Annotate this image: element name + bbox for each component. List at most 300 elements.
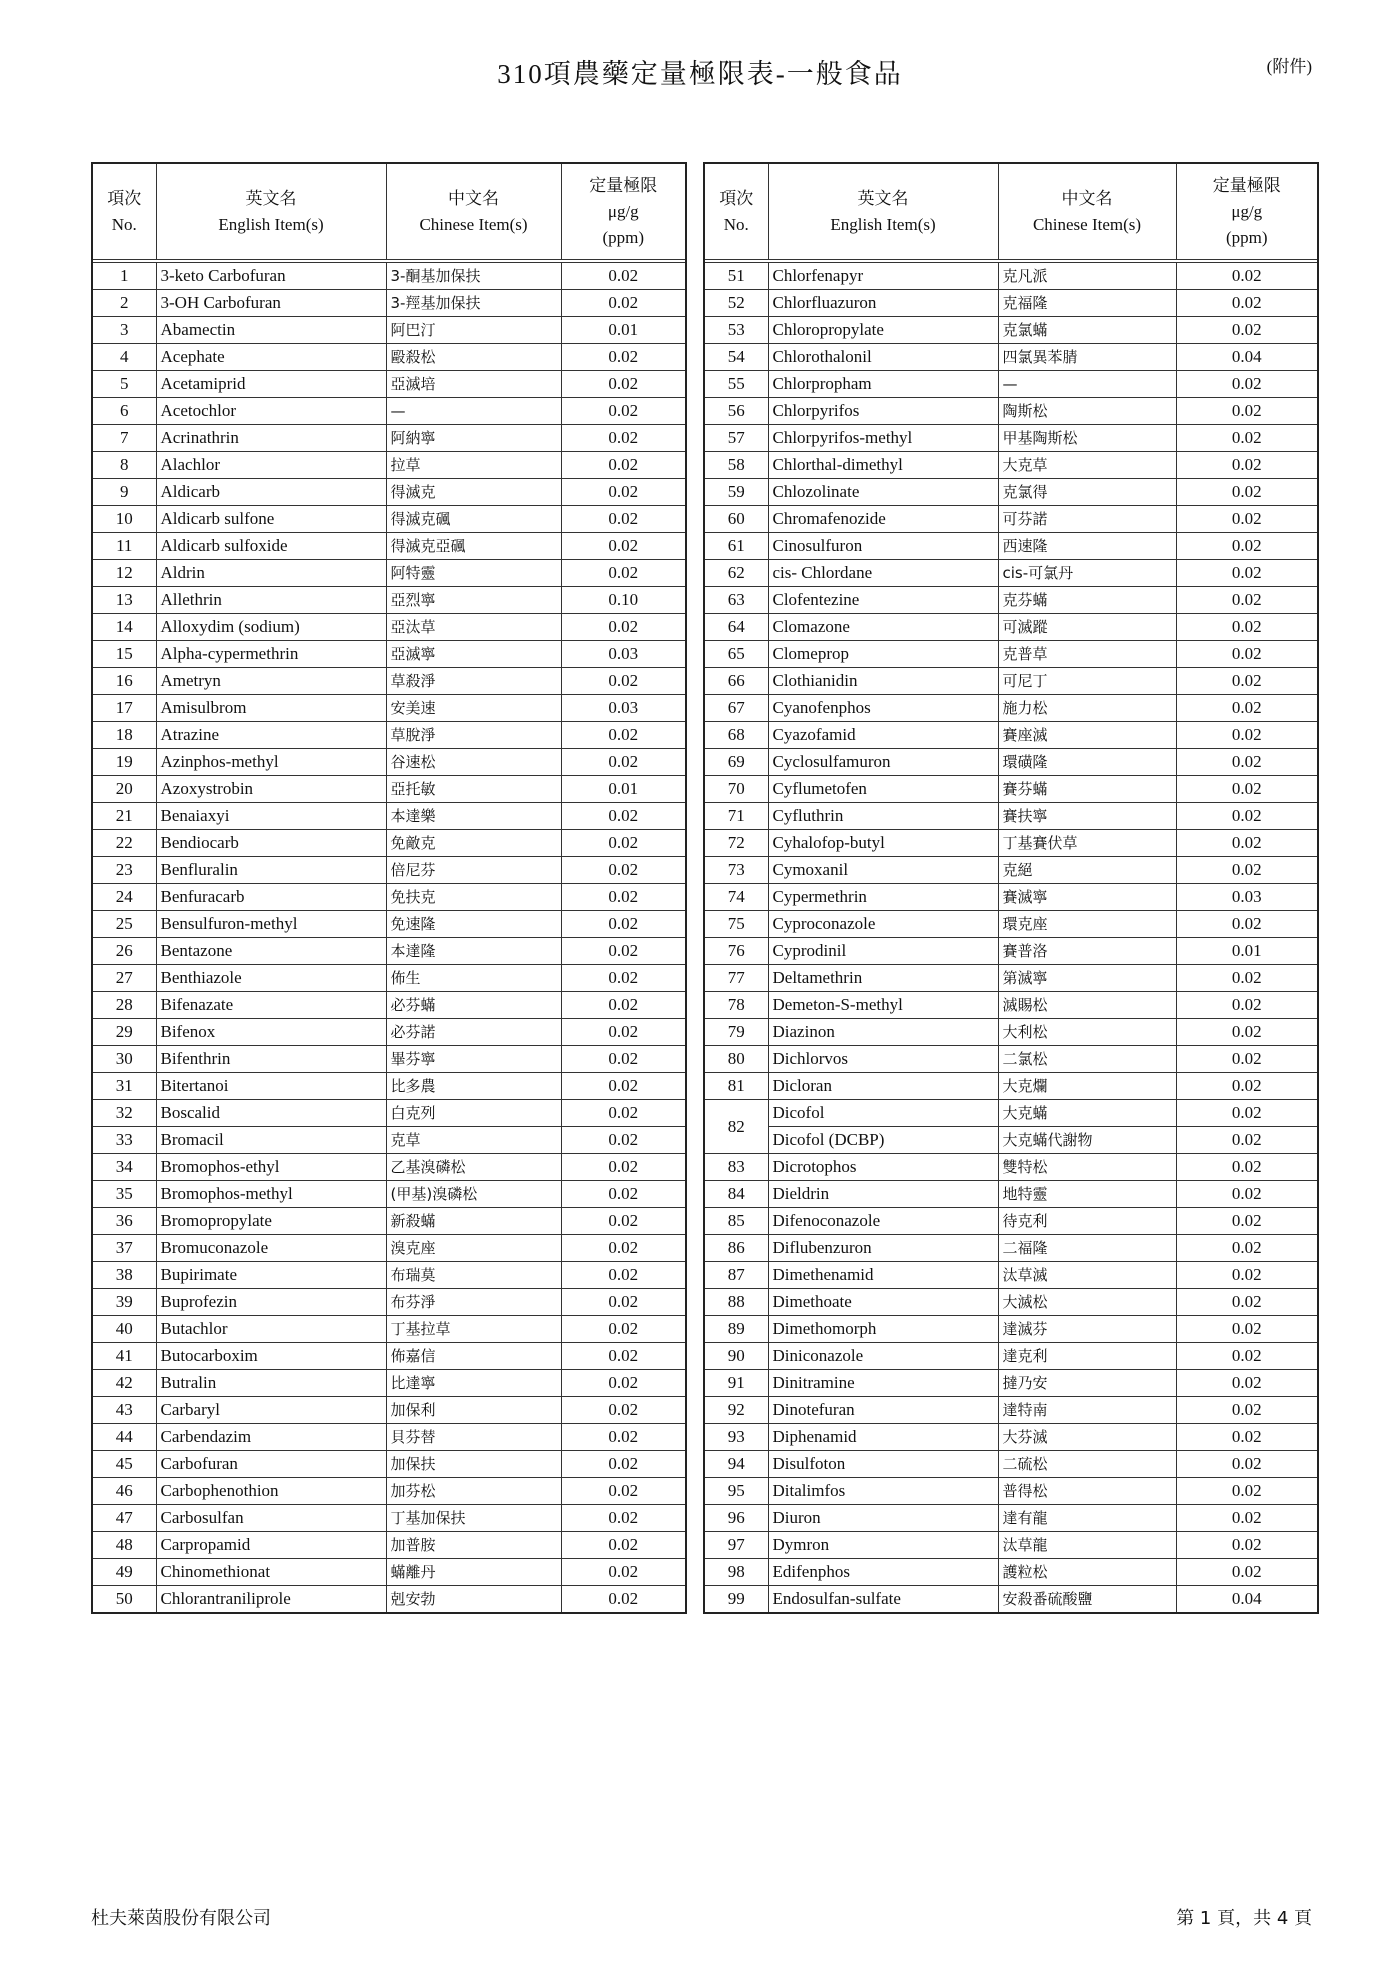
english-name-cell: Boscalid xyxy=(156,1100,386,1127)
chinese-name-cell: 施力松 xyxy=(998,695,1176,722)
english-name-cell: Chlorfluazuron xyxy=(768,290,998,317)
table-row xyxy=(92,614,686,641)
english-name-cell: Cyproconazole xyxy=(768,911,998,938)
chinese-name-cell: 二硫松 xyxy=(998,1451,1176,1478)
chinese-name-cell: 賽芬蟎 xyxy=(998,776,1176,803)
limit-value-cell: 0.02 xyxy=(1176,1262,1318,1289)
header-english-zh: 英文名 xyxy=(245,188,297,208)
chinese-name-cell: 谷速松 xyxy=(386,749,561,776)
header-no-zh: 項次 xyxy=(107,188,142,208)
item-number-cell: 64 xyxy=(704,614,768,641)
column-header-no xyxy=(92,163,156,260)
chinese-name-cell: 3-酮基加保扶 xyxy=(386,263,561,290)
english-name-cell: Bromacil xyxy=(156,1127,386,1154)
english-name-cell: Edifenphos xyxy=(768,1559,998,1586)
table-row xyxy=(92,398,686,425)
english-name-cell: Bifenazate xyxy=(156,992,386,1019)
english-name-cell: Clomeprop xyxy=(768,641,998,668)
english-name-cell: Bensulfuron-methyl xyxy=(156,911,386,938)
table-row xyxy=(704,533,1318,560)
item-number-cell: 44 xyxy=(92,1424,156,1451)
pesticide-table-right xyxy=(703,162,1319,1614)
limit-value-cell: 0.02 xyxy=(1176,1343,1318,1370)
chinese-name-cell: 普得松 xyxy=(998,1478,1176,1505)
item-number-cell: 95 xyxy=(704,1478,768,1505)
item-number-cell: 79 xyxy=(704,1019,768,1046)
english-name-cell: Clothianidin xyxy=(768,668,998,695)
limit-value-cell: 0.02 xyxy=(561,1370,686,1397)
limit-value-cell: 0.02 xyxy=(1176,695,1318,722)
english-name-cell: Cyanofenphos xyxy=(768,695,998,722)
limit-value-cell: 0.02 xyxy=(1176,641,1318,668)
chinese-name-cell: 免扶克 xyxy=(386,884,561,911)
limit-value-cell: 0.02 xyxy=(1176,425,1318,452)
limit-value-cell: 0.02 xyxy=(561,290,686,317)
chinese-name-cell: 賽普洛 xyxy=(998,938,1176,965)
english-name-cell: Cyclosulfamuron xyxy=(768,749,998,776)
english-name-cell: Cyflumetofen xyxy=(768,776,998,803)
item-number-cell: 93 xyxy=(704,1424,768,1451)
header-limit-unit: μg/g xyxy=(1231,201,1263,221)
table-row xyxy=(92,506,686,533)
header-no-zh: 項次 xyxy=(719,188,754,208)
chinese-name-cell: 本達隆 xyxy=(386,938,561,965)
english-name-cell: Chlorthal-dimethyl xyxy=(768,452,998,479)
chinese-name-cell: 得滅克 xyxy=(386,479,561,506)
item-number-cell: 2 xyxy=(92,290,156,317)
limit-value-cell: 0.02 xyxy=(1176,776,1318,803)
limit-value-cell: 0.02 xyxy=(561,1424,686,1451)
item-number-cell: 80 xyxy=(704,1046,768,1073)
english-name-cell: Dimethomorph xyxy=(768,1316,998,1343)
english-name-cell: Allethrin xyxy=(156,587,386,614)
limit-value-cell: 0.02 xyxy=(561,452,686,479)
item-number-cell: 63 xyxy=(704,587,768,614)
limit-value-cell: 0.04 xyxy=(1176,1586,1318,1614)
limit-value-cell: 0.02 xyxy=(561,1100,686,1127)
item-number-cell: 3 xyxy=(92,317,156,344)
item-number-cell: 75 xyxy=(704,911,768,938)
table-row xyxy=(92,1154,686,1181)
item-number-cell: 33 xyxy=(92,1127,156,1154)
limit-value-cell: 0.02 xyxy=(1176,1019,1318,1046)
table-row xyxy=(92,1289,686,1316)
limit-value-cell: 0.02 xyxy=(1176,1532,1318,1559)
header-chinese-en: Chinese Item(s) xyxy=(1032,214,1142,234)
chinese-name-cell: 達有龍 xyxy=(998,1505,1176,1532)
limit-value-cell: 0.02 xyxy=(561,668,686,695)
limit-value-cell: 0.02 xyxy=(1176,1370,1318,1397)
footer-page-number: 第 1 頁，共 4 頁 xyxy=(1176,1908,1312,1929)
header-limit-ppm: (ppm) xyxy=(1225,227,1268,247)
item-number-cell: 78 xyxy=(704,992,768,1019)
column-header-chinese xyxy=(998,163,1176,260)
english-name-cell: Dicofol xyxy=(768,1100,998,1127)
table-row xyxy=(92,965,686,992)
chinese-name-cell: 大克草 xyxy=(998,452,1176,479)
chinese-name-cell: 倍尼芬 xyxy=(386,857,561,884)
table-row xyxy=(92,803,686,830)
item-number-cell: 41 xyxy=(92,1343,156,1370)
limit-value-cell: 0.02 xyxy=(561,1046,686,1073)
english-name-cell: Benaiaxyi xyxy=(156,803,386,830)
header-limit-zh: 定量極限 xyxy=(589,175,658,195)
item-number-cell: 68 xyxy=(704,722,768,749)
limit-value-cell: 0.02 xyxy=(561,803,686,830)
english-name-cell: Cyhalofop-butyl xyxy=(768,830,998,857)
english-name-cell: Bentazone xyxy=(156,938,386,965)
table-row xyxy=(704,1559,1318,1586)
header-chinese-en: Chinese Item(s) xyxy=(419,214,528,234)
english-name-cell: Chloropropylate xyxy=(768,317,998,344)
english-name-cell: Carbofuran xyxy=(156,1451,386,1478)
english-name-cell: 3-keto Carbofuran xyxy=(156,263,386,290)
item-number-cell: 39 xyxy=(92,1289,156,1316)
header-limit-ppm: (ppm) xyxy=(602,227,645,247)
limit-value-cell: 0.02 xyxy=(1176,1181,1318,1208)
item-number-cell: 45 xyxy=(92,1451,156,1478)
table-row xyxy=(92,1046,686,1073)
chinese-name-cell: 新殺蟎 xyxy=(386,1208,561,1235)
chinese-name-cell: 亞汰草 xyxy=(386,614,561,641)
english-name-cell: Cymoxanil xyxy=(768,857,998,884)
table-row xyxy=(92,857,686,884)
table-row xyxy=(704,344,1318,371)
item-number-cell: 49 xyxy=(92,1559,156,1586)
item-number-cell: 5 xyxy=(92,371,156,398)
item-number-cell: 30 xyxy=(92,1046,156,1073)
item-number-cell: 13 xyxy=(92,587,156,614)
english-name-cell: Benthiazole xyxy=(156,965,386,992)
chinese-name-cell: 佈生 xyxy=(386,965,561,992)
chinese-name-cell: 賽扶寧 xyxy=(998,803,1176,830)
table-row xyxy=(704,1370,1318,1397)
item-number-cell: 32 xyxy=(92,1100,156,1127)
english-name-cell: Dicloran xyxy=(768,1073,998,1100)
limit-value-cell: 0.02 xyxy=(1176,614,1318,641)
chinese-name-cell: 蟎離丹 xyxy=(386,1559,561,1586)
table-row xyxy=(92,1505,686,1532)
item-number-cell: 55 xyxy=(704,371,768,398)
item-number-cell: 42 xyxy=(92,1370,156,1397)
limit-value-cell: 0.01 xyxy=(1176,938,1318,965)
english-name-cell: Dichlorvos xyxy=(768,1046,998,1073)
limit-value-cell: 0.02 xyxy=(561,263,686,290)
table-row xyxy=(704,479,1318,506)
english-name-cell: Ditalimfos xyxy=(768,1478,998,1505)
english-name-cell: Dimethoate xyxy=(768,1289,998,1316)
table-row xyxy=(704,1424,1318,1451)
limit-value-cell: 0.02 xyxy=(561,1343,686,1370)
limit-value-cell: 0.02 xyxy=(561,533,686,560)
limit-value-cell: 0.01 xyxy=(561,317,686,344)
english-name-cell: Aldicarb xyxy=(156,479,386,506)
limit-value-cell: 0.02 xyxy=(1176,857,1318,884)
item-number-cell: 24 xyxy=(92,884,156,911)
table-row xyxy=(704,1505,1318,1532)
english-name-cell: Cypermethrin xyxy=(768,884,998,911)
limit-value-cell: 0.02 xyxy=(561,938,686,965)
table-row xyxy=(704,614,1318,641)
english-name-cell: Alachlor xyxy=(156,452,386,479)
english-name-cell: Carbosulfan xyxy=(156,1505,386,1532)
chinese-name-cell: 達滅芬 xyxy=(998,1316,1176,1343)
item-number-cell: 25 xyxy=(92,911,156,938)
table-row xyxy=(92,1019,686,1046)
english-name-cell: Benfuracarb xyxy=(156,884,386,911)
limit-value-cell: 0.02 xyxy=(561,722,686,749)
item-number-cell: 14 xyxy=(92,614,156,641)
english-name-cell: Bromuconazole xyxy=(156,1235,386,1262)
table-row xyxy=(704,290,1318,317)
table-row xyxy=(704,830,1318,857)
table-row xyxy=(704,1127,1318,1154)
english-name-cell: Abamectin xyxy=(156,317,386,344)
english-name-cell: Dieldrin xyxy=(768,1181,998,1208)
item-number-cell: 86 xyxy=(704,1235,768,1262)
item-number-cell: 1 xyxy=(92,263,156,290)
item-number-cell: 88 xyxy=(704,1289,768,1316)
english-name-cell: Bifenthrin xyxy=(156,1046,386,1073)
header-chinese-zh: 中文名 xyxy=(1061,188,1113,208)
english-name-cell: Aldrin xyxy=(156,560,386,587)
chinese-name-cell: 得滅克碸 xyxy=(386,506,561,533)
english-name-cell: Carpropamid xyxy=(156,1532,386,1559)
english-name-cell: Bifenox xyxy=(156,1019,386,1046)
limit-value-cell: 0.02 xyxy=(1176,1424,1318,1451)
limit-value-cell: 0.02 xyxy=(561,830,686,857)
table-row xyxy=(704,1154,1318,1181)
table-row xyxy=(704,1100,1318,1127)
limit-value-cell: 0.02 xyxy=(561,1127,686,1154)
item-number-cell: 51 xyxy=(704,263,768,290)
table-row xyxy=(704,317,1318,344)
limit-value-cell: 0.02 xyxy=(561,1316,686,1343)
table-header-row xyxy=(704,163,1318,260)
item-number-cell: 90 xyxy=(704,1343,768,1370)
chinese-name-cell: 免敵克 xyxy=(386,830,561,857)
table-row xyxy=(92,938,686,965)
table-row xyxy=(92,1073,686,1100)
chinese-name-cell: 佈嘉信 xyxy=(386,1343,561,1370)
chinese-name-cell: 西速隆 xyxy=(998,533,1176,560)
item-number-cell: 56 xyxy=(704,398,768,425)
english-name-cell: Butocarboxim xyxy=(156,1343,386,1370)
header-english-zh: 英文名 xyxy=(857,188,909,208)
english-name-cell: Cyfluthrin xyxy=(768,803,998,830)
table-row xyxy=(92,1262,686,1289)
item-number-cell: 66 xyxy=(704,668,768,695)
limit-value-cell: 0.02 xyxy=(561,1586,686,1614)
limit-value-cell: 0.02 xyxy=(1176,668,1318,695)
limit-value-cell: 0.02 xyxy=(1176,1073,1318,1100)
limit-value-cell: 0.02 xyxy=(1176,1505,1318,1532)
english-name-cell: Chlorpropham xyxy=(768,371,998,398)
table-row xyxy=(92,344,686,371)
limit-value-cell: 0.02 xyxy=(561,1289,686,1316)
chinese-name-cell: — xyxy=(386,398,561,425)
limit-value-cell: 0.02 xyxy=(561,1019,686,1046)
english-name-cell: Acephate xyxy=(156,344,386,371)
chinese-name-cell: 必芬諾 xyxy=(386,1019,561,1046)
item-number-cell: 71 xyxy=(704,803,768,830)
table-row xyxy=(92,1235,686,1262)
limit-value-cell: 0.02 xyxy=(1176,1208,1318,1235)
english-name-cell: Dicrotophos xyxy=(768,1154,998,1181)
limit-value-cell: 0.02 xyxy=(1176,317,1318,344)
table-row xyxy=(92,884,686,911)
chinese-name-cell: 滅賜松 xyxy=(998,992,1176,1019)
item-number-cell: 21 xyxy=(92,803,156,830)
pesticide-table-left xyxy=(91,162,687,1614)
table-row xyxy=(704,1019,1318,1046)
item-number-cell: 74 xyxy=(704,884,768,911)
table-row xyxy=(92,263,686,290)
column-header-english xyxy=(768,163,998,260)
item-number-cell: 19 xyxy=(92,749,156,776)
limit-value-cell: 0.02 xyxy=(561,344,686,371)
chinese-name-cell: 必芬蟎 xyxy=(386,992,561,1019)
chinese-name-cell: 克普草 xyxy=(998,641,1176,668)
item-number-cell: 9 xyxy=(92,479,156,506)
document-title: 310項農藥定量極限表-一般食品 xyxy=(497,59,903,89)
chinese-name-cell: 加保扶 xyxy=(386,1451,561,1478)
chinese-name-cell: 阿納寧 xyxy=(386,425,561,452)
item-number-cell: 47 xyxy=(92,1505,156,1532)
table-row xyxy=(92,641,686,668)
chinese-name-cell: 溴克座 xyxy=(386,1235,561,1262)
limit-value-cell: 0.02 xyxy=(1176,1154,1318,1181)
chinese-name-cell: 克絕 xyxy=(998,857,1176,884)
limit-value-cell: 0.02 xyxy=(1176,533,1318,560)
chinese-name-cell: 甲基陶斯松 xyxy=(998,425,1176,452)
limit-value-cell: 0.02 xyxy=(1176,1559,1318,1586)
item-number-cell: 98 xyxy=(704,1559,768,1586)
limit-value-cell: 0.02 xyxy=(561,1505,686,1532)
table-row xyxy=(704,1343,1318,1370)
limit-value-cell: 0.02 xyxy=(561,1208,686,1235)
limit-value-cell: 0.02 xyxy=(561,1478,686,1505)
chinese-name-cell: 亞托敏 xyxy=(386,776,561,803)
limit-value-cell: 0.03 xyxy=(1176,884,1318,911)
table-row xyxy=(704,938,1318,965)
limit-value-cell: 0.02 xyxy=(561,1262,686,1289)
chinese-name-cell: 丁基拉草 xyxy=(386,1316,561,1343)
item-number-cell: 6 xyxy=(92,398,156,425)
table-row xyxy=(92,1559,686,1586)
table-row xyxy=(704,1532,1318,1559)
table-row xyxy=(704,1289,1318,1316)
chinese-name-cell: 環磺隆 xyxy=(998,749,1176,776)
limit-value-cell: 0.02 xyxy=(561,911,686,938)
table-row xyxy=(92,425,686,452)
limit-value-cell: 0.02 xyxy=(561,749,686,776)
item-number-cell: 28 xyxy=(92,992,156,1019)
english-name-cell: Acetochlor xyxy=(156,398,386,425)
table-header-row xyxy=(92,163,686,260)
header-no-en: No. xyxy=(723,214,749,234)
table-row xyxy=(92,1127,686,1154)
chinese-name-cell: 達克利 xyxy=(998,1343,1176,1370)
chinese-name-cell: 阿特靈 xyxy=(386,560,561,587)
item-number-cell: 59 xyxy=(704,479,768,506)
table-row xyxy=(92,722,686,749)
english-name-cell: Chlozolinate xyxy=(768,479,998,506)
table-row xyxy=(92,1586,686,1614)
limit-value-cell: 0.02 xyxy=(1176,1127,1318,1154)
chinese-name-cell: — xyxy=(998,371,1176,398)
english-name-cell: Deltamethrin xyxy=(768,965,998,992)
chinese-name-cell: 草脫淨 xyxy=(386,722,561,749)
table-row xyxy=(92,911,686,938)
chinese-name-cell: 大克蟎 xyxy=(998,1100,1176,1127)
english-name-cell: Chlorothalonil xyxy=(768,344,998,371)
limit-value-cell: 0.02 xyxy=(1176,506,1318,533)
chinese-name-cell: 3-羥基加保扶 xyxy=(386,290,561,317)
english-name-cell: Difenoconazole xyxy=(768,1208,998,1235)
chinese-name-cell: 畢芬寧 xyxy=(386,1046,561,1073)
chinese-name-cell: 亞滅寧 xyxy=(386,641,561,668)
limit-value-cell: 0.03 xyxy=(561,695,686,722)
table-row xyxy=(704,1586,1318,1614)
english-name-cell: Carbendazim xyxy=(156,1424,386,1451)
item-number-cell: 53 xyxy=(704,317,768,344)
chinese-name-cell: 克氯蟎 xyxy=(998,317,1176,344)
chinese-name-cell: 加芬松 xyxy=(386,1478,561,1505)
limit-value-cell: 0.02 xyxy=(1176,803,1318,830)
english-name-cell: Dinotefuran xyxy=(768,1397,998,1424)
limit-value-cell: 0.02 xyxy=(1176,1046,1318,1073)
chinese-name-cell: 布芬淨 xyxy=(386,1289,561,1316)
item-number-cell: 94 xyxy=(704,1451,768,1478)
header-limit-unit: μg/g xyxy=(607,201,639,221)
table-row xyxy=(92,1208,686,1235)
chinese-name-cell: 大芬滅 xyxy=(998,1424,1176,1451)
chinese-name-cell: 免速隆 xyxy=(386,911,561,938)
chinese-name-cell: 撻乃安 xyxy=(998,1370,1176,1397)
chinese-name-cell: 安殺番硫酸鹽 xyxy=(998,1586,1176,1614)
chinese-name-cell: 得滅克亞碸 xyxy=(386,533,561,560)
chinese-name-cell: 布瑞莫 xyxy=(386,1262,561,1289)
table-row xyxy=(704,1208,1318,1235)
item-number-cell: 84 xyxy=(704,1181,768,1208)
english-name-cell: Azinphos-methyl xyxy=(156,749,386,776)
chinese-name-cell: 環克座 xyxy=(998,911,1176,938)
english-name-cell: Chromafenozide xyxy=(768,506,998,533)
chinese-name-cell: (甲基)溴磷松 xyxy=(386,1181,561,1208)
item-number-cell: 99 xyxy=(704,1586,768,1614)
chinese-name-cell: cis-可氯丹 xyxy=(998,560,1176,587)
table-row xyxy=(704,1073,1318,1100)
column-header-no xyxy=(704,163,768,260)
header-chinese-zh: 中文名 xyxy=(448,188,499,208)
chinese-name-cell: 丁基加保扶 xyxy=(386,1505,561,1532)
table-row xyxy=(92,695,686,722)
table-row xyxy=(92,587,686,614)
item-number-cell: 82 xyxy=(704,1100,768,1154)
chinese-name-cell: 加保利 xyxy=(386,1397,561,1424)
chinese-name-cell: 汰草滅 xyxy=(998,1262,1176,1289)
limit-value-cell: 0.02 xyxy=(1176,398,1318,425)
table-row xyxy=(92,1316,686,1343)
limit-value-cell: 0.04 xyxy=(1176,344,1318,371)
limit-value-cell: 0.02 xyxy=(561,1532,686,1559)
table-row xyxy=(92,479,686,506)
header-english-en: English Item(s) xyxy=(830,214,936,234)
item-number-cell: 60 xyxy=(704,506,768,533)
limit-value-cell: 0.02 xyxy=(561,1073,686,1100)
table-row xyxy=(704,452,1318,479)
